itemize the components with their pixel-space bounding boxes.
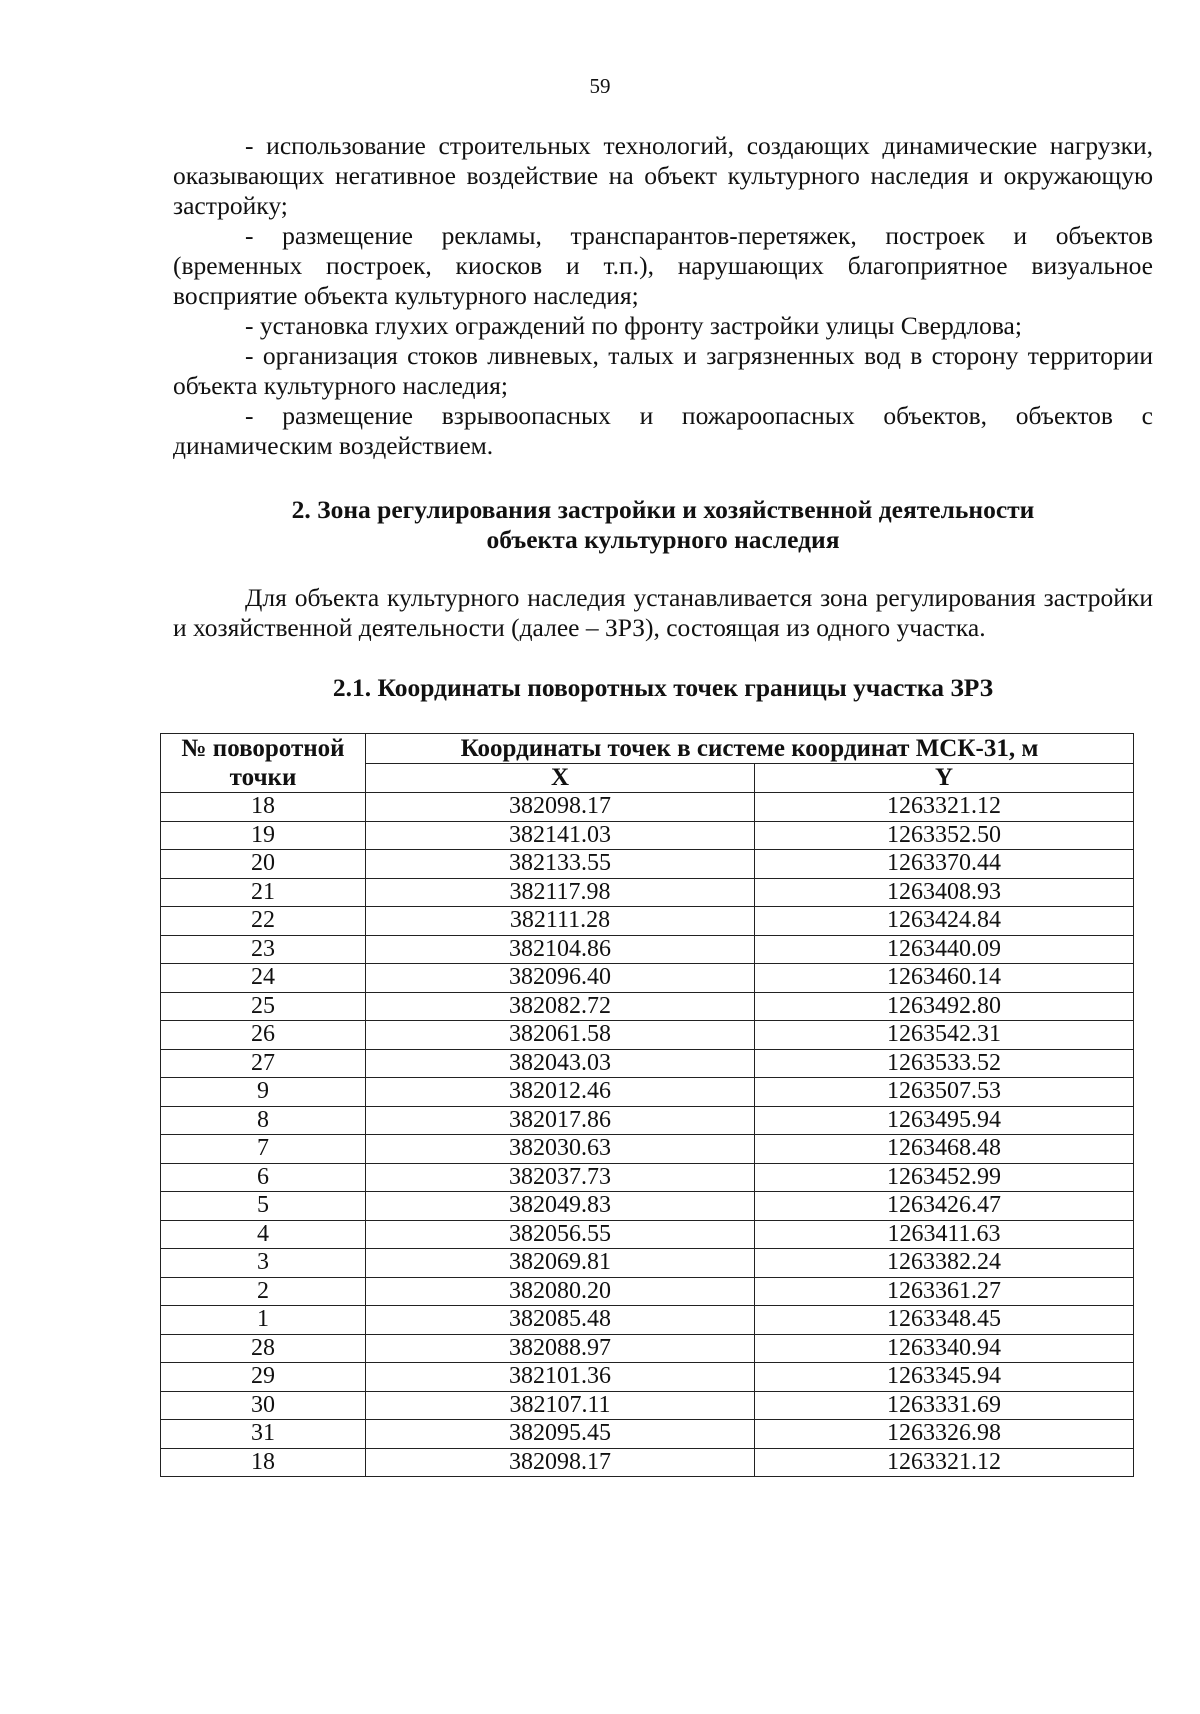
cell-x: 382096.40 (366, 964, 755, 993)
cell-point-number: 1 (161, 1306, 366, 1335)
cell-point-number: 21 (161, 878, 366, 907)
table-row (161, 1021, 1134, 1050)
table-row (161, 1363, 1134, 1392)
cell-point-number: 7 (161, 1135, 366, 1164)
table-row (161, 1078, 1134, 1107)
cell-point-number: 19 (161, 821, 366, 850)
coordinates-table-body (161, 793, 1134, 1477)
cell-x: 382111.28 (366, 907, 755, 936)
cell-point-number: 30 (161, 1391, 366, 1420)
cell-y: 1263326.98 (755, 1420, 1134, 1449)
prohibition-item: - размещение рекламы, транспарантов-перетяжек, построек и объектов (временных построек, киосков и т.п.), нарушающих благоприятное визуальное восприятие объекта культурного наследия; (173, 221, 1153, 310)
table-row (161, 935, 1134, 964)
section-intro-text: Для объекта культурного наследия устанавливается зона регулирования застройки и хозяйственной деятельности (далее – ЗРЗ), состоящая из одного участка. (173, 583, 1153, 642)
table-row (161, 1391, 1134, 1420)
header-y: Y (755, 763, 1134, 793)
prohibition-item: - использование строительных технологий, создающих динамические нагрузки, оказывающих негативное воздействие на объект культурного наследия и окружающую застройку; (173, 131, 1153, 220)
cell-y: 1263426.47 (755, 1192, 1134, 1221)
header-point-number: № поворотной точки (161, 734, 366, 793)
prohibition-item: - размещение взрывоопасных и пожароопасных объектов, объектов с динамическим воздействием. (173, 401, 1153, 460)
cell-x: 382141.03 (366, 821, 755, 850)
cell-y: 1263492.80 (755, 992, 1134, 1021)
cell-x: 382085.48 (366, 1306, 755, 1335)
cell-x: 382098.17 (366, 1448, 755, 1477)
cell-x: 382049.83 (366, 1192, 755, 1221)
prohibition-item: - организация стоков ливневых, талых и загрязненных вод в сторону территории объекта культурного наследия; (173, 341, 1153, 400)
cell-x: 382088.97 (366, 1334, 755, 1363)
cell-y: 1263495.94 (755, 1106, 1134, 1135)
header-x: X (366, 763, 755, 793)
table-row (161, 1277, 1134, 1306)
table-row (161, 1220, 1134, 1249)
table-row (161, 1448, 1134, 1477)
cell-point-number: 31 (161, 1420, 366, 1449)
section-heading-line: объекта культурного наследия (486, 525, 840, 554)
cell-x: 382043.03 (366, 1049, 755, 1078)
cell-y: 1263352.50 (755, 821, 1134, 850)
table-row (161, 1306, 1134, 1335)
cell-x: 382082.72 (366, 992, 755, 1021)
cell-point-number: 2 (161, 1277, 366, 1306)
cell-point-number: 3 (161, 1249, 366, 1278)
prohibition-item: - установка глухих ограждений по фронту застройки улицы Свердлова; (245, 311, 1022, 340)
cell-x: 382012.46 (366, 1078, 755, 1107)
section-intro (173, 583, 1153, 643)
table-row (161, 1192, 1134, 1221)
table-row (161, 1334, 1134, 1363)
cell-point-number: 5 (161, 1192, 366, 1221)
cell-point-number: 9 (161, 1078, 366, 1107)
cell-y: 1263361.27 (755, 1277, 1134, 1306)
section-heading (173, 495, 1153, 555)
cell-y: 1263408.93 (755, 878, 1134, 907)
cell-point-number: 24 (161, 964, 366, 993)
table-row (161, 992, 1134, 1021)
table-row (161, 1106, 1134, 1135)
cell-y: 1263370.44 (755, 850, 1134, 879)
page-number: 59 (589, 74, 611, 98)
table-row (161, 793, 1134, 822)
table-row (161, 850, 1134, 879)
cell-y: 1263345.94 (755, 1363, 1134, 1392)
cell-point-number: 28 (161, 1334, 366, 1363)
cell-x: 382037.73 (366, 1163, 755, 1192)
cell-y: 1263507.53 (755, 1078, 1134, 1107)
cell-y: 1263411.63 (755, 1220, 1134, 1249)
table-row (161, 1135, 1134, 1164)
cell-point-number: 8 (161, 1106, 366, 1135)
cell-point-number: 27 (161, 1049, 366, 1078)
cell-x: 382080.20 (366, 1277, 755, 1306)
table-row (161, 1163, 1134, 1192)
cell-y: 1263460.14 (755, 964, 1134, 993)
table-row (161, 821, 1134, 850)
cell-x: 382098.17 (366, 793, 755, 822)
table-row (161, 1249, 1134, 1278)
table-row (161, 907, 1134, 936)
cell-point-number: 20 (161, 850, 366, 879)
section-heading-line: 2. Зона регулирования застройки и хозяйственной деятельности (291, 495, 1035, 524)
table-title: 2.1. Координаты поворотных точек границы участка ЗРЗ (332, 673, 994, 702)
cell-x: 382101.36 (366, 1363, 755, 1392)
cell-x: 382133.55 (366, 850, 755, 879)
cell-y: 1263542.31 (755, 1021, 1134, 1050)
prohibition-list (173, 131, 1153, 461)
cell-y: 1263331.69 (755, 1391, 1134, 1420)
cell-y: 1263348.45 (755, 1306, 1134, 1335)
cell-x: 382107.11 (366, 1391, 755, 1420)
cell-point-number: 18 (161, 1448, 366, 1477)
cell-y: 1263533.52 (755, 1049, 1134, 1078)
cell-point-number: 29 (161, 1363, 366, 1392)
cell-x: 382104.86 (366, 935, 755, 964)
cell-x: 382030.63 (366, 1135, 755, 1164)
cell-y: 1263382.24 (755, 1249, 1134, 1278)
table-row (161, 964, 1134, 993)
cell-point-number: 22 (161, 907, 366, 936)
cell-point-number: 6 (161, 1163, 366, 1192)
cell-x: 382056.55 (366, 1220, 755, 1249)
cell-point-number: 23 (161, 935, 366, 964)
cell-y: 1263340.94 (755, 1334, 1134, 1363)
cell-point-number: 26 (161, 1021, 366, 1050)
cell-point-number: 18 (161, 793, 366, 822)
table-row (161, 1049, 1134, 1078)
cell-y: 1263321.12 (755, 1448, 1134, 1477)
table-row (161, 1420, 1134, 1449)
coordinates-table (160, 733, 1134, 1477)
cell-y: 1263424.84 (755, 907, 1134, 936)
header-coordinates: Координаты точек в системе координат МСК-31, м (366, 734, 1134, 764)
cell-point-number: 25 (161, 992, 366, 1021)
cell-x: 382117.98 (366, 878, 755, 907)
cell-point-number: 4 (161, 1220, 366, 1249)
cell-y: 1263440.09 (755, 935, 1134, 964)
cell-y: 1263468.48 (755, 1135, 1134, 1164)
cell-y: 1263321.12 (755, 793, 1134, 822)
cell-x: 382069.81 (366, 1249, 755, 1278)
table-row (161, 878, 1134, 907)
cell-x: 382061.58 (366, 1021, 755, 1050)
cell-x: 382095.45 (366, 1420, 755, 1449)
cell-x: 382017.86 (366, 1106, 755, 1135)
cell-y: 1263452.99 (755, 1163, 1134, 1192)
